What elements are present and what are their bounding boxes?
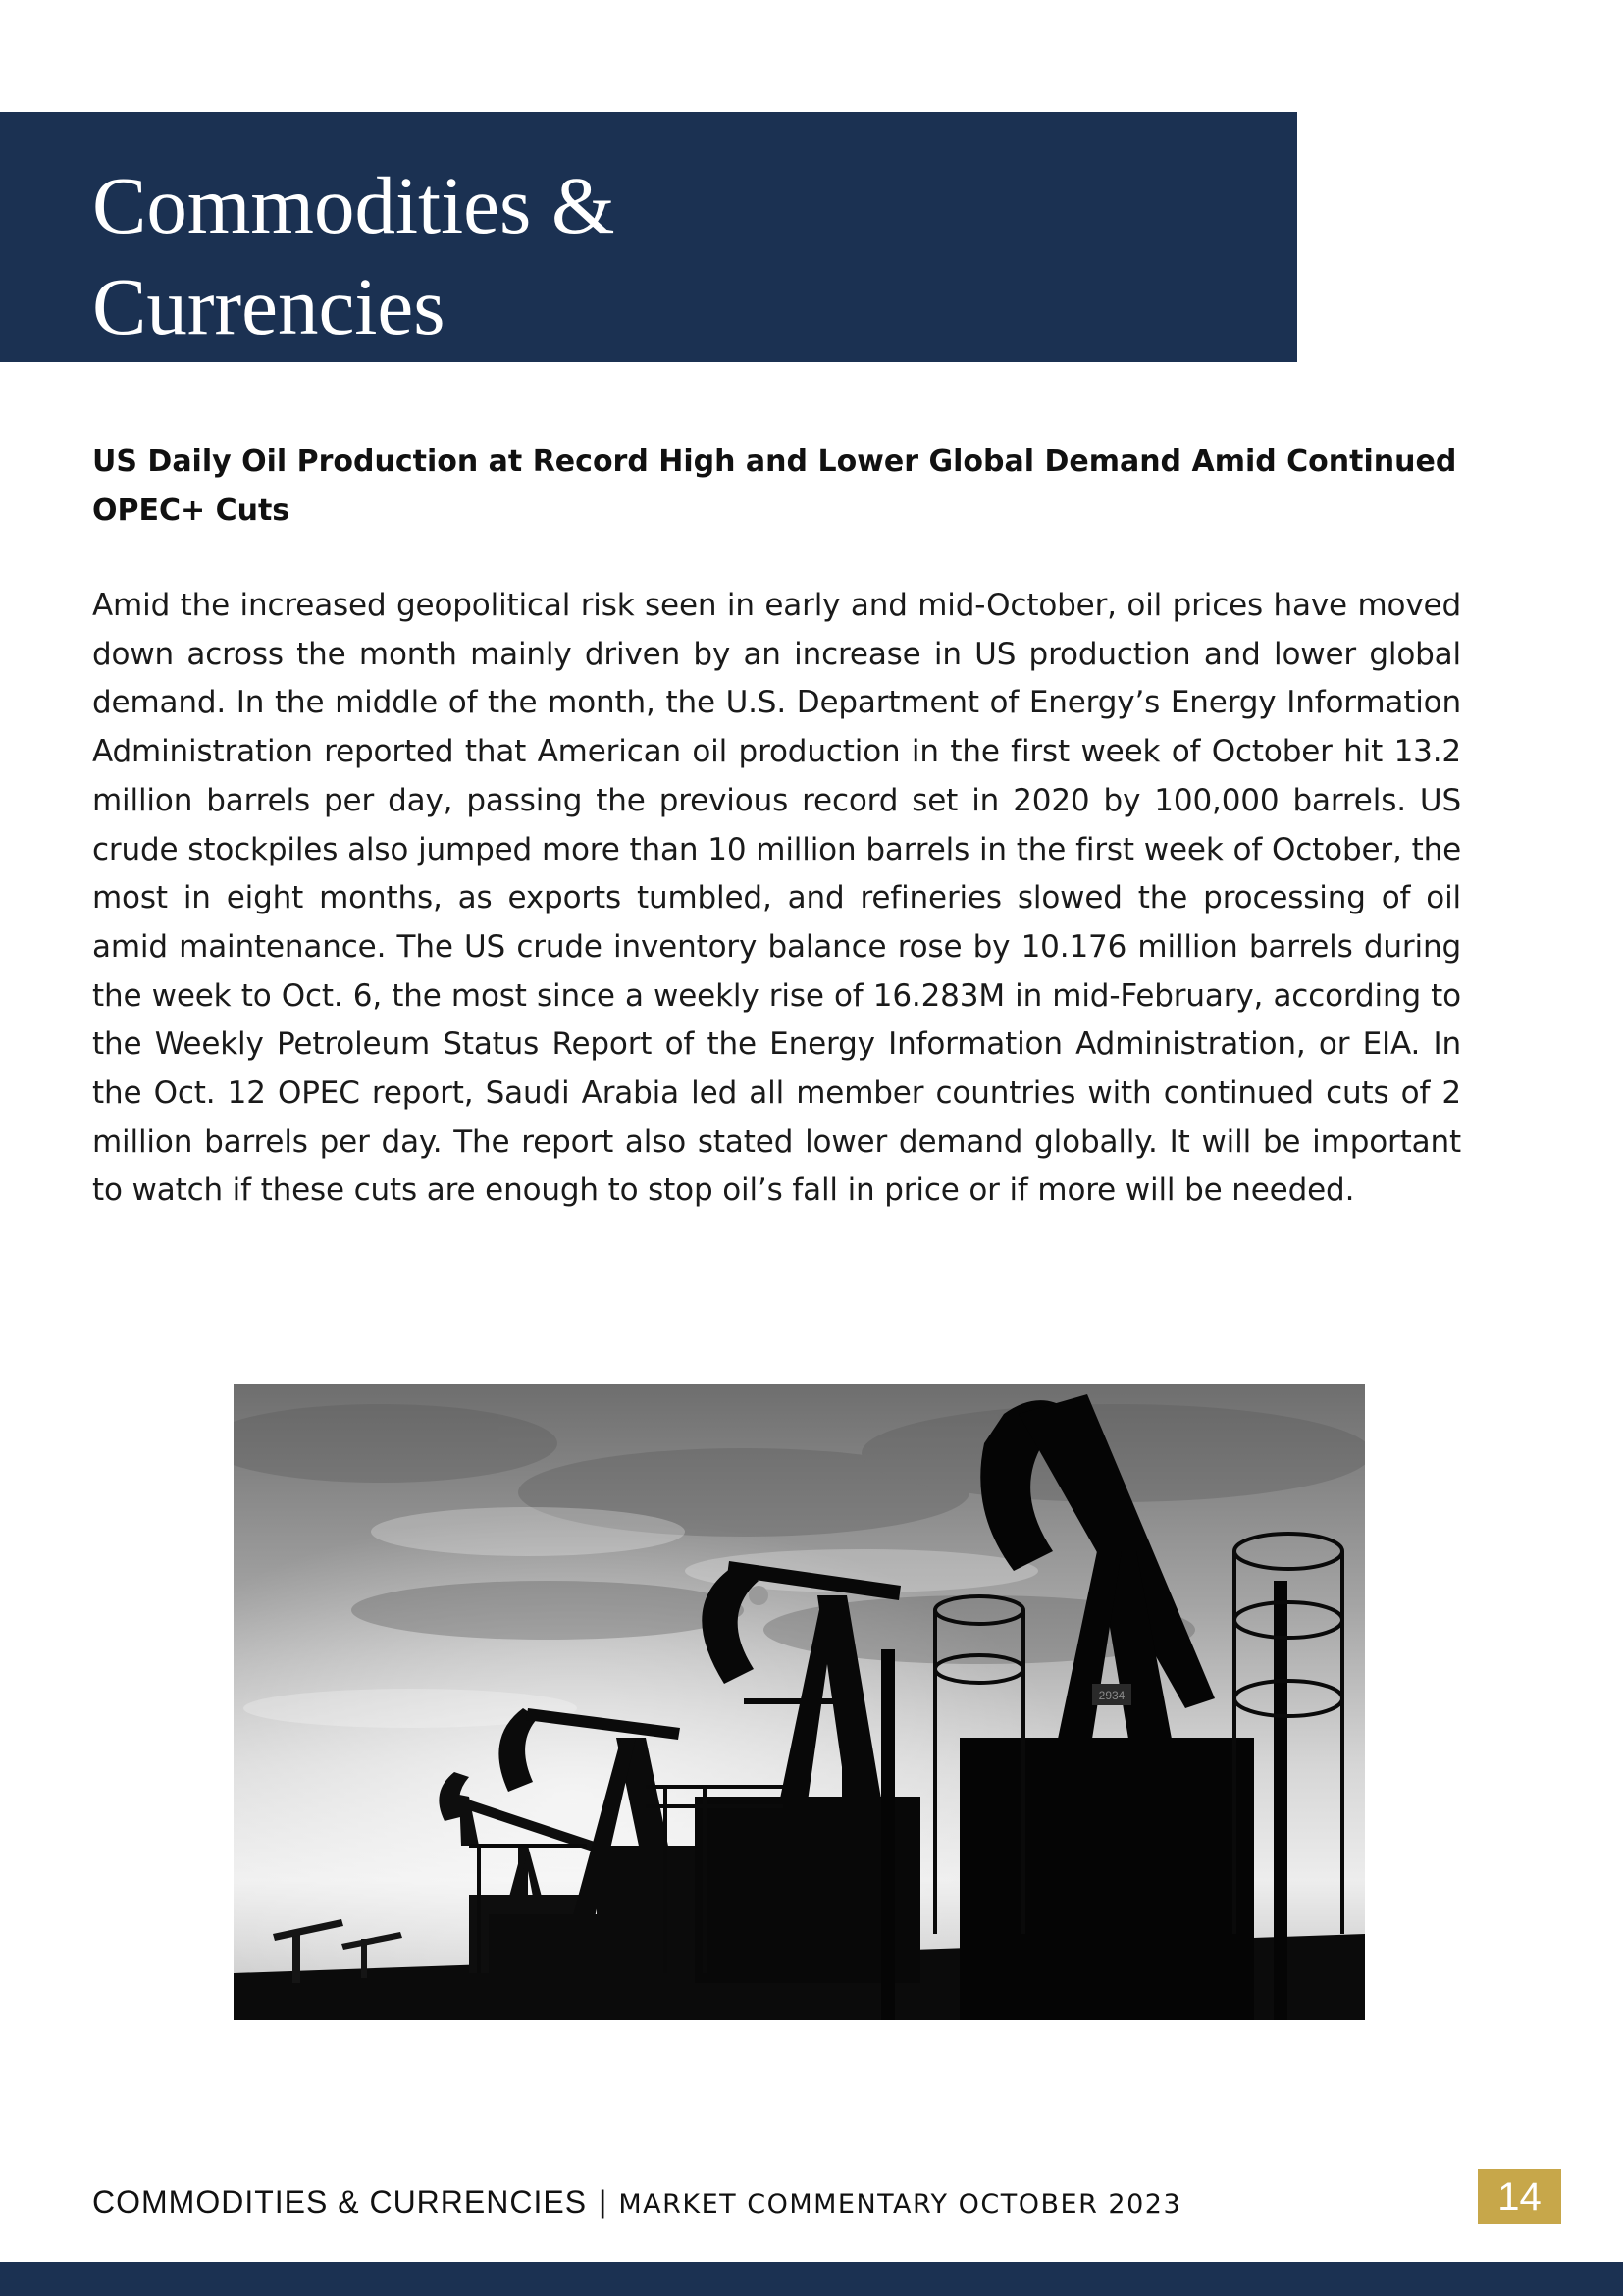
footer-subtitle: MARKET COMMENTARY OCTOBER 2023 xyxy=(618,2189,1182,2219)
jack-plate-label: 2934 xyxy=(1098,1689,1126,1702)
page-title: Commodities & Currencies xyxy=(92,160,615,351)
page-number-badge: 14 xyxy=(1478,2169,1561,2224)
oil-pumpjack-photo xyxy=(234,1384,1365,2020)
footer-section-title: COMMODITIES & CURRENCIES xyxy=(92,2184,588,2219)
article-body: Amid the increased geopolitical risk seen in early and mid-October, oil prices have moved down across the month mainly driven by an increase in US production and lower global demand. In the middle of the month, the U.S. Department of Energy’s Energy Information Administration reported that American oil production in the first week of October hit 13.2 million barrels per day, passing the previous record set in 2020 by 100,000 barrels. US crude stockpiles also jumped more than 10 million barrels in the first week of October, the most in eight months, as exports tumbled, and refineries slowed the processing of oil amid maintenance. The US crude inventory balance rose by 10.176 million barrels during the week to Oct. 6, the most since a weekly rise of 16.283M in mid-February, according to the Weekly Petroleum Status Report of the Energy Information Administration, or EIA. In the Oct. 12 OPEC report, Saudi Arabia led all member countries with continued cuts of 2 million barrels per day. The report also stated lower demand globally. It will be important to watch if these cuts are enough to stop oil’s fall in price or if more will be needed. xyxy=(92,588,1461,1209)
footer-label xyxy=(92,2184,1181,2227)
footer-bar xyxy=(0,2262,1623,2296)
article-headline: US Daily Oil Production at Record High and Lower Global Demand Amid Continued OPEC+ Cuts xyxy=(92,444,1457,528)
footer-separator: | xyxy=(599,2184,607,2219)
